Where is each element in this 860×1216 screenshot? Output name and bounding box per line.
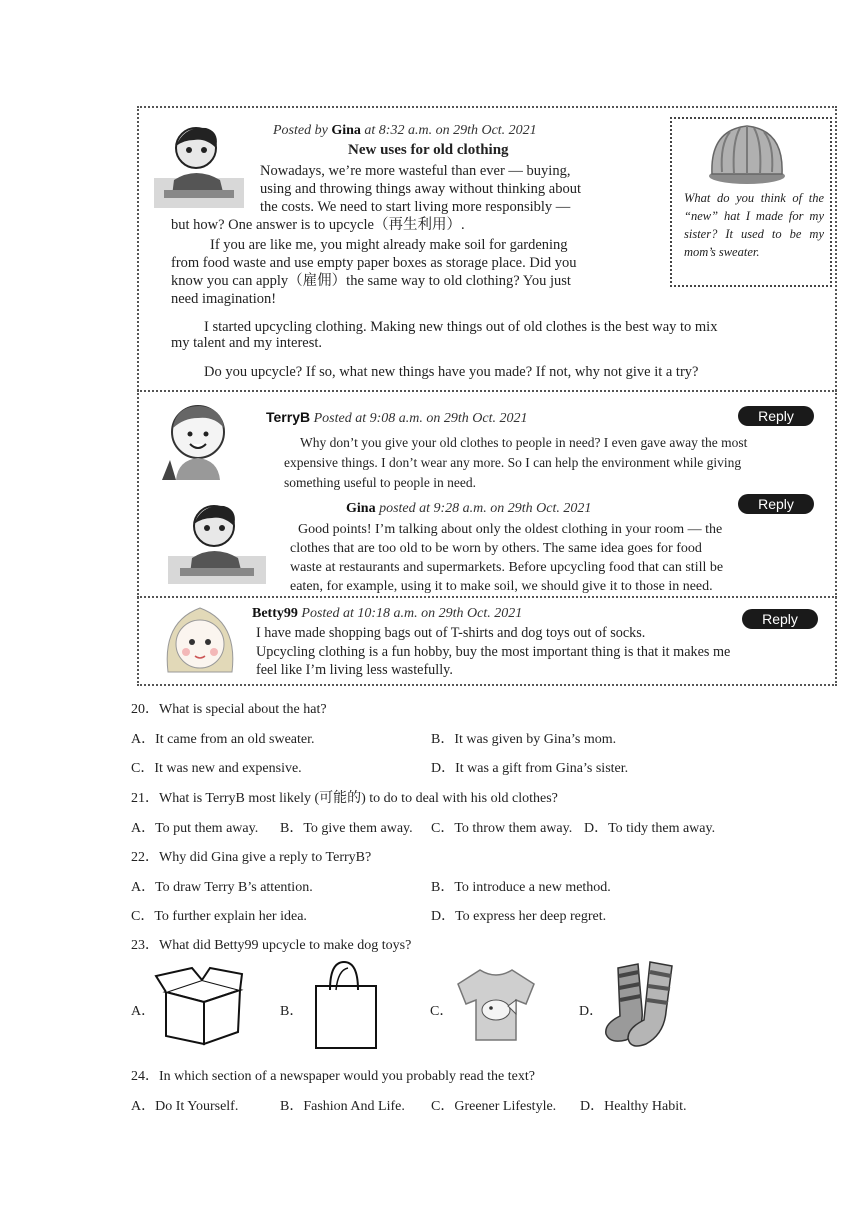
terryb-header: TerryB Posted at 9:08 a.m. on 29th Oct. 2021 xyxy=(266,409,528,426)
main-post-title: New uses for old clothing xyxy=(348,142,509,158)
reply-line: waste at restaurants and supermarkets. Before upcycling food that can still be xyxy=(290,560,724,575)
main-post-author: Gina xyxy=(331,123,361,138)
section-divider xyxy=(137,390,837,392)
option-21b[interactable]: B．To give them away. xyxy=(280,821,413,836)
reply-line: clothes that are too old to be worn by others. The same idea goes for food xyxy=(290,541,702,556)
option-20d[interactable]: D．It was a gift from Gina’s sister. xyxy=(431,761,629,776)
option-23b[interactable]: B． xyxy=(280,1004,304,1019)
question-22: 22．Why did Gina give a reply to TerryB? xyxy=(131,850,372,865)
option-24b[interactable]: B．Fashion And Life. xyxy=(280,1099,405,1114)
terryb-reply-body xyxy=(284,433,824,493)
main-post-line: from food waste and use empty paper boxes as storage place. Did you xyxy=(171,255,577,271)
option-20c[interactable]: C．It was new and expensive. xyxy=(131,761,302,776)
option-24a[interactable]: A．Do It Yourself. xyxy=(131,1099,239,1114)
reply-button[interactable]: Reply xyxy=(738,406,814,426)
t-shirt-icon xyxy=(456,966,536,1044)
betty99-avatar xyxy=(160,602,240,686)
option-22a[interactable]: A．To draw Terry B’s attention. xyxy=(131,880,313,895)
option-23c[interactable]: C． xyxy=(430,1004,454,1019)
option-21a[interactable]: A．To put them away. xyxy=(131,821,259,836)
question-24: 24．In which section of a newspaper would you probably read the text? xyxy=(131,1069,535,1084)
reply-line: eaten, for example, using it to make soil, we should give it to those in need. xyxy=(290,579,713,594)
main-post-line: my talent and my interest. xyxy=(171,335,323,351)
reply-line: I have made shopping bags out of T-shirts and dog toys out of socks. xyxy=(256,625,646,641)
betty99-reply-body xyxy=(256,624,828,680)
terryb-avatar xyxy=(160,400,230,482)
option-21c[interactable]: C．To throw them away. xyxy=(431,821,573,836)
main-post-line: If you are like me, you might already make soil for gardening xyxy=(210,237,568,253)
option-23d[interactable]: D． xyxy=(579,1004,604,1019)
option-22d[interactable]: D．To express her deep regret. xyxy=(431,909,607,924)
reply-button[interactable]: Reply xyxy=(738,494,814,514)
reply-line: Why don’t you give your old clothes to people in need? I even gave away the most xyxy=(300,435,748,450)
option-23a[interactable]: A． xyxy=(131,1004,156,1019)
reply-line: Upcycling clothing is a fun hobby, buy the most important thing is that it makes me xyxy=(256,643,731,660)
main-post-line: need imagination! xyxy=(171,291,277,307)
knit-hat-image xyxy=(704,120,790,186)
option-22b[interactable]: B．To introduce a new method. xyxy=(431,880,611,895)
main-post-line: using and throwing things away without thinking about xyxy=(260,181,581,197)
shopping-bag-icon xyxy=(308,960,380,1052)
option-24d[interactable]: D．Healthy Habit. xyxy=(580,1099,687,1114)
question-20: 20．What is special about the hat? xyxy=(131,702,327,717)
section-divider xyxy=(137,596,837,598)
reply-line: expensive things. I don’t wear any more. So I can help the environment while giving xyxy=(284,455,742,470)
main-post-line: Do you upcycle? If so, what new things have you made? If not, why not give it a try? xyxy=(204,364,699,380)
question-23: 23．What did Betty99 upcycle to make dog toys? xyxy=(131,938,412,953)
gina-avatar xyxy=(168,496,268,586)
gina-reply-body xyxy=(290,520,820,596)
socks-icon xyxy=(600,958,684,1054)
option-21d[interactable]: D．To tidy them away. xyxy=(584,821,716,836)
reply-button[interactable]: Reply xyxy=(742,609,818,629)
box-icon xyxy=(154,966,244,1046)
main-post-header: Posted by Gina at 8:32 a.m. on 29th Oct. 2021 xyxy=(273,123,537,138)
option-20a[interactable]: A．It came from an old sweater. xyxy=(131,732,315,747)
gina-reply-header: Gina posted at 9:28 a.m. on 29th Oct. 2021 xyxy=(346,501,592,516)
option-20b[interactable]: B．It was given by Gina’s mom. xyxy=(431,732,617,747)
reply-line: something useful to people in need. xyxy=(284,475,476,490)
main-post-line: Nowadays, we’re more wasteful than ever — buying, xyxy=(260,163,571,179)
main-post-line: the costs. We need to start living more responsibly — xyxy=(260,199,571,215)
main-post-line: I started upcycling clothing. Making new things out of old clothes is the best way to mix xyxy=(204,319,718,335)
reply-line: Good points! I’m talking about only the oldest clothing in your room — the xyxy=(298,522,723,537)
reply-line: feel like I’m living less wastefully. xyxy=(256,662,453,678)
gina-avatar xyxy=(154,118,246,210)
main-post-line: know you can apply（雇佣）the same way to old clothing? You just xyxy=(171,273,571,289)
main-post-line: but how? One answer is to upcycle（再生利用）. xyxy=(171,217,465,233)
option-22c[interactable]: C．To further explain her idea. xyxy=(131,909,307,924)
hat-note-text: What do you think of the “new” hat I made for my sister? It used to be my mom’s sweater. xyxy=(684,191,824,259)
betty99-header: Betty99 Posted at 10:18 a.m. on 29th Oct. 2021 xyxy=(252,606,523,621)
question-21: 21．What is TerryB most likely (可能的) to do to deal with his old clothes? xyxy=(131,791,558,806)
option-24c[interactable]: C．Greener Lifestyle. xyxy=(431,1099,557,1114)
